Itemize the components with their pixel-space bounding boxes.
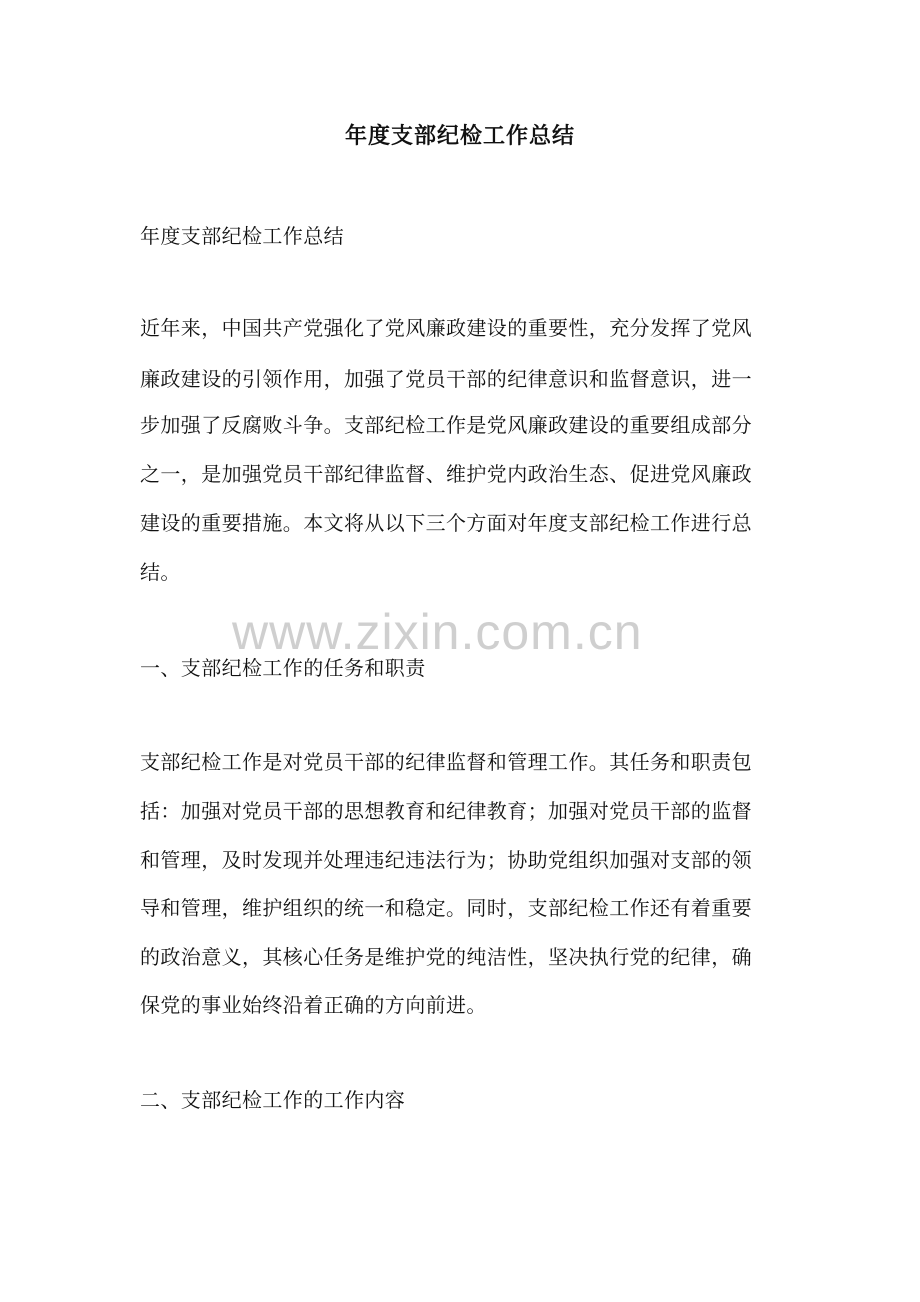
document-title: 年度支部纪检工作总结 xyxy=(344,123,575,149)
section-1-heading: 一、支部纪检工作的任务和职责 xyxy=(140,656,426,680)
paragraph-line: 括：加强对党员干部的思想教育和纪律教育；加强对党员干部的监督 xyxy=(140,799,752,823)
watermark: www.zixin.com.cn xyxy=(232,604,643,660)
paragraph-line: 近年来，中国共产党强化了党风廉政建设的重要性，充分发挥了党风 xyxy=(140,316,752,340)
paragraph-line: 的政治意义，其核心任务是维护党的纯洁性，坚决执行党的纪律，确 xyxy=(140,945,752,969)
paragraph-line: 结。 xyxy=(140,560,181,584)
document-subtitle: 年度支部纪检工作总结 xyxy=(140,224,344,248)
paragraph-line: 之一，是加强党员干部纪律监督、维护党内政治生态、促进党风廉政 xyxy=(140,462,752,486)
paragraph-line: 和管理，及时发现并处理违纪违法行为；协助党组织加强对支部的领 xyxy=(140,848,752,872)
paragraph-line: 步加强了反腐败斗争。支部纪检工作是党风廉政建设的重要组成部分 xyxy=(140,413,752,437)
paragraph-line: 支部纪检工作是对党员干部的纪律监督和管理工作。其任务和职责包 xyxy=(140,750,752,774)
paragraph-line: 保党的事业始终沿着正确的方向前进。 xyxy=(140,993,487,1017)
section-2-heading: 二、支部纪检工作的工作内容 xyxy=(140,1088,406,1112)
paragraph-line: 廉政建设的引领作用，加强了党员干部的纪律意识和监督意识，进一 xyxy=(140,367,752,391)
paragraph-line: 导和管理，维护组织的统一和稳定。同时，支部纪检工作还有着重要 xyxy=(140,896,752,920)
paragraph-line: 建设的重要措施。本文将从以下三个方面对年度支部纪检工作进行总 xyxy=(140,511,752,535)
